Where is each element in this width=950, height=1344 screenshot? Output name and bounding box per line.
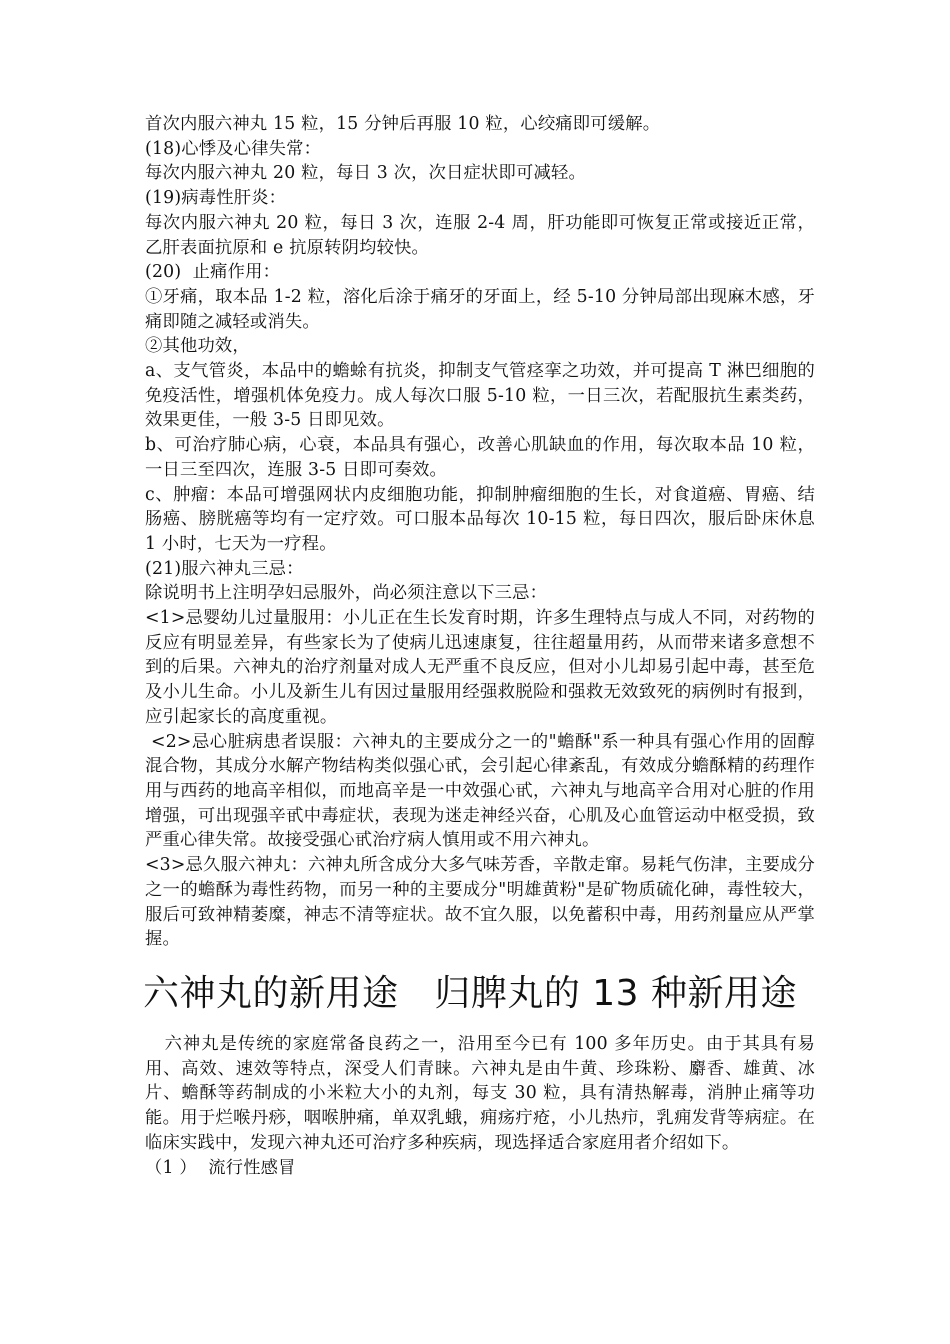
paragraph: 六神丸是传统的家庭常备良药之一，沿用至今已有 100 多年历史。由于其具有易用、高效、速效等特点，深受人们青睐。六神丸是由牛黄、珍珠粉、麝香、雄黄、冰片、蟾酥等药制成的小米粒大小的丸剂，每支 30 粒，具有清热解毒，消肿止痛等功能。用于烂喉丹痧，咽喉肿痛，单双乳蛾，痈疡疔疮，小儿热疖，乳痈发背等病症。在临床实践中，发现六神丸还可治疗多种疾病，现选择适合家庭用者介绍如下。 [145,1034,815,1153]
paragraph: <3>忌久服六神丸：六神丸所含成分大多气味芳香，辛散走窜。易耗气伤津，主要成分之一的蟾酥为毒性药物，而另一种的主要成分"明雄黄粉"是矿物质硫化砷，毒性较大，服后可致神精萎糜，神志不清等症状。故不宜久服，以免蓄积中毒，用药剂量应从严掌握。 [145,855,815,950]
paragraph: 每次内服六神丸 20 粒，每日 3 次，次日症状即可减轻。 [145,163,586,184]
section-heading: （1 ） 流行性感冒 [145,1157,296,1178]
paragraph: <2>忌心脏病患者误服：六神丸的主要成分之一的"蟾酥"系一种具有强心作用的固醇混合物，其成分水解产物结构类似强心甙，会引起心律紊乱，有效成分蟾酥精的药理作用与西药的地高辛相似，而地高辛是一中效强心甙，六神丸与地高辛合用对心脏的作用增强，可出现强辛甙中毒症状，表现为迷走神经兴奋，心肌及心血管运动中枢受损，致严重心律失常。故接受强心甙治疗病人慎用或不用六神丸。 [145,731,815,851]
paragraph: 除说明书上注明孕妇忌服外，尚必须注意以下三忌： [145,583,548,604]
paragraph: 首次内服六神丸 15 粒，15 分钟后再服 10 粒，心绞痛即可缓解。 [145,114,661,134]
section-heading: (18)心悸及心律失常： [145,138,322,159]
article-intro [145,1032,815,1180]
paragraph: a、支气管炎，本品中的蟾蜍有抗炎，抑制支气管痉挛之功效，并可提高 T 淋巴细胞的免疫活性，增强机体免疫力。成人每次口服 5-10 粒，一日三次，若配服抗生素类药，效果更佳，一般 3-5 日即见效。 [145,361,815,431]
paragraph: ②其他功效， [145,336,250,357]
section-heading: (20) 止痛作用： [145,262,281,283]
section-heading: (19)病毒性肝炎： [145,188,287,209]
document-body [145,112,821,952]
paragraph: 每次内服六神丸 20 粒，每日 3 次，连服 2-4 周，肝功能即可恢复正常或接近正常，乙肝表面抗原和 e 抗原转阴均较快。 [145,212,815,258]
paragraph: ①牙痛，取本品 1-2 粒，溶化后涂于痛牙的牙面上，经 5-10 分钟局部出现麻木感，牙痛即随之减轻或消失。 [145,286,815,332]
paragraph: b、可治疗肺心病，心衰，本品具有强心，改善心肌缺血的作用，每次取本品 10 粒，一日三至四次，连服 3-5 日即可奏效。 [145,435,815,480]
article-headline: 六神丸的新用途 归脾丸的 13 种新用途 [143,973,798,1014]
paragraph: <1>忌婴幼儿过量服用：小儿正在生长发育时期，许多生理特点与成人不同，对药物的反应有明显差异，有些家长为了使病儿迅速康复，往往超量用药，从而带来诸多意想不到的后果。六神丸的治疗剂量对成人无严重不良反应，但对小儿却易引起中毒，甚至危及小儿生命。小儿及新生儿有因过量服用经强救脱险和强救无效致死的病例时有报到，应引起家长的高度重视。 [145,608,815,727]
section-heading: (21)服六神丸三忌： [145,558,304,579]
paragraph: c、肿瘤：本品可增强网状内皮细胞功能，抑制肿瘤细胞的生长，对食道癌、胃癌、结肠癌、膀胱癌等均有一定疗效。可口服本品每次 10-15 粒，每日四次，服后卧床休息 1 小时，七天为一疗程。 [145,484,821,554]
